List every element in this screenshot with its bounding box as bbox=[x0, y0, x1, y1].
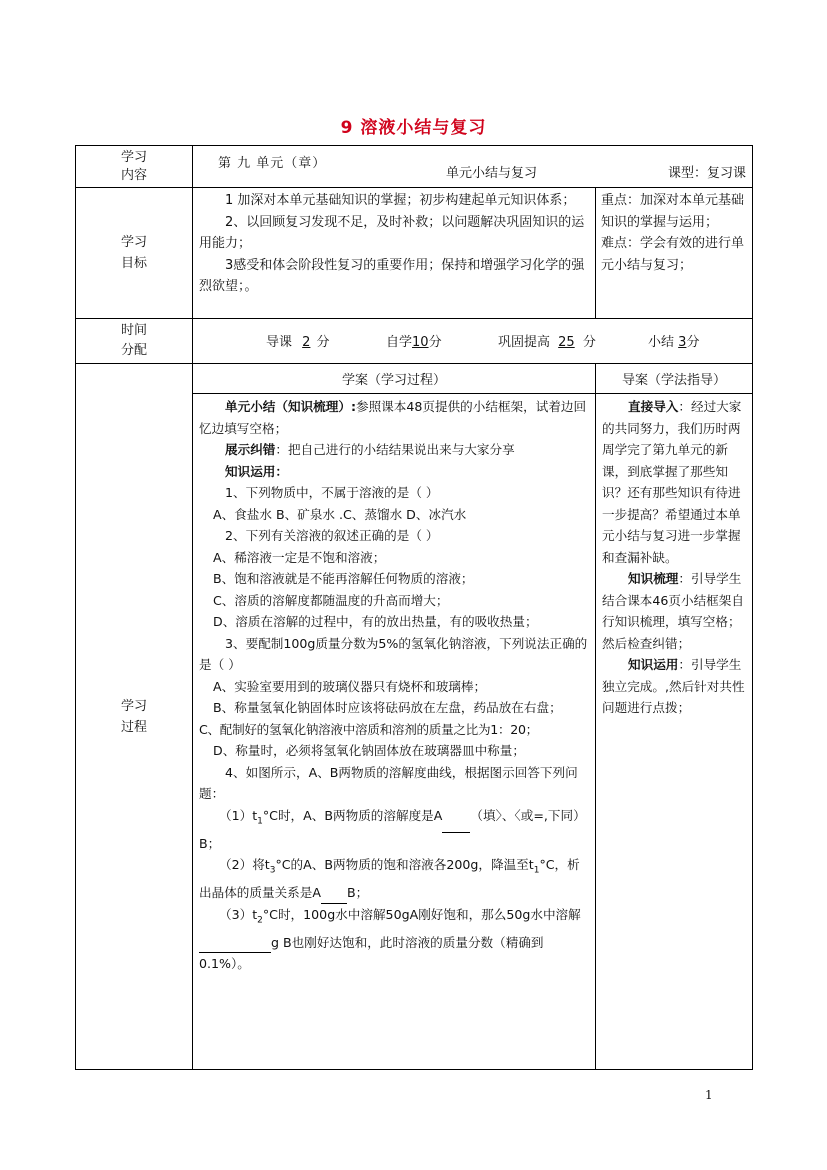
goal-item-1: 1 加深对本单元基础知识的掌握；初步构建起单元知识体系； bbox=[225, 193, 576, 208]
page-number: 1 bbox=[705, 1088, 713, 1102]
time-cell bbox=[193, 319, 753, 364]
question-2-c: C、溶质的溶解度都随温度的升高而增大； bbox=[213, 592, 449, 608]
study-plan-cell bbox=[193, 394, 596, 1070]
question-3: 3、要配制100g质量分数为5%的氢氧化钠溶液，下列说法正确的是（ ） bbox=[199, 635, 588, 672]
question-4: 4、如图所示，A、B两物质的溶解度曲线，根据图示回答下列问题： bbox=[199, 764, 578, 801]
question-2: 2、下列有关溶液的叙述正确的是（ ） bbox=[225, 528, 439, 543]
page-title: 9 溶液小结与复习 bbox=[340, 118, 487, 138]
row-process-header bbox=[76, 364, 753, 394]
apply-head: 知识运用： bbox=[225, 463, 288, 479]
question-4-3: $(3)t_2^\circ C$时，100g水中溶解50gA刚好饱和，那么50g水中溶解g B也刚好达饱和，此时溶液的质量分数（精确到0.1%）。 bbox=[199, 906, 581, 972]
summary-para: 单元小结（知识梳理）:参照课本48页提供的小结框架，试着边回忆边填写空格； bbox=[199, 399, 587, 436]
unit-subtitle: 单元小结与复习 bbox=[446, 166, 538, 181]
goal-item-3: 3感受和体会阶段性复习的重要作用；保持和增强学习化学的强烈欲望；。 bbox=[199, 257, 585, 294]
time-lead: 导课 2 分 bbox=[266, 335, 330, 350]
label-time: 时间 分配 bbox=[76, 319, 193, 364]
question-2-d: D、溶质在溶解的过程中，有的放出热量，有的吸收热量； bbox=[213, 614, 538, 629]
key-points-cell bbox=[596, 188, 753, 319]
goal-item-2: 2、以回顾复习发现不足，及时补救；以问题解决巩固知识的运用能力； bbox=[199, 214, 585, 251]
time-self: 自学10分 bbox=[386, 335, 442, 350]
goals-cell bbox=[193, 188, 596, 319]
question-1-options: A、食盐水 B、矿泉水 .C、蒸馏水 D、冰汽水 bbox=[213, 506, 467, 522]
time-summary: 小结 3分 bbox=[648, 335, 700, 350]
content-cell bbox=[193, 146, 753, 188]
question-4-1: $(1)t_1^\circ C$时，A、B两物质的溶解度是A （填〉、〈或=,下同）B； bbox=[199, 807, 586, 851]
show-para: 展示纠错：把自己进行的小结结果说出来与大家分享 bbox=[225, 442, 515, 457]
difficulty: 难点：学会有效的进行单元小结与复习； bbox=[601, 236, 745, 273]
right-header: 导案（学法指导） bbox=[596, 364, 753, 394]
left-header: 学案（学习过程） bbox=[193, 364, 596, 394]
row-time bbox=[76, 319, 753, 364]
answer-blank-3[interactable] bbox=[199, 937, 271, 953]
label-content: 学习 内容 bbox=[76, 146, 193, 188]
question-1: 1、下列物质中，不属于溶液的是（ ） bbox=[225, 485, 439, 500]
time-consolidate: 巩固提高 25 分 bbox=[498, 335, 596, 350]
question-3-d: D、称量时，必须将氢氧化钠固体放在玻璃器皿中称量； bbox=[213, 743, 525, 758]
row-content bbox=[76, 146, 753, 188]
question-3-b: B、称量氢氧化钠固体时应该将砝码放在左盘，药品放在右盘； bbox=[213, 700, 562, 715]
label-process: 学习 过程 bbox=[76, 364, 193, 1070]
guide-apply: 知识运用：引导学生独立完成。,然后针对共性问题进行点拨； bbox=[602, 657, 745, 715]
question-4-2: （2）将$t_3^\circ C$的A、B两物质的饱和溶液各200g，降温至$t_1^\circ C$，析出晶体的质量关系是A B； bbox=[199, 854, 589, 904]
answer-blank-1[interactable] bbox=[442, 817, 470, 833]
guide-intro: 直接导入：经过大家的共同努力，我们历时两周学完了第九单元的新课，到底掌握了那些知识？还有那些知识有待进一步提高？希望通过本单元小结与复习进一步掌握和查漏补缺。 bbox=[602, 399, 742, 565]
answer-blank-2[interactable] bbox=[321, 888, 347, 904]
question-3-c: C、配制好的氢氧化钠溶液中溶质和溶剂的质量之比为1：20； bbox=[199, 721, 538, 737]
guide-review: 知识梳理：引导学生结合课本46页小结框架自行知识梳理，填写空格；然后检查纠错； bbox=[602, 571, 744, 651]
key-points: 重点：加深对本单元基础知识的掌握与运用； bbox=[601, 193, 745, 230]
label-goals: 学习 目标 bbox=[76, 188, 193, 319]
row-goals bbox=[76, 188, 753, 319]
guide-cell bbox=[596, 394, 753, 1070]
lesson-plan-table bbox=[75, 145, 753, 1070]
question-3-a: A、实验室要用到的玻璃仪器只有烧杯和玻璃棒； bbox=[213, 678, 487, 694]
question-2-a: A、稀溶液一定是不饱和溶液； bbox=[213, 549, 386, 565]
unit-label: 第 九 单元（章） bbox=[218, 156, 327, 171]
course-type: 课型：复习课 bbox=[668, 166, 747, 181]
question-2-b: B、饱和溶液就是不能再溶解任何物质的溶液； bbox=[213, 571, 474, 586]
